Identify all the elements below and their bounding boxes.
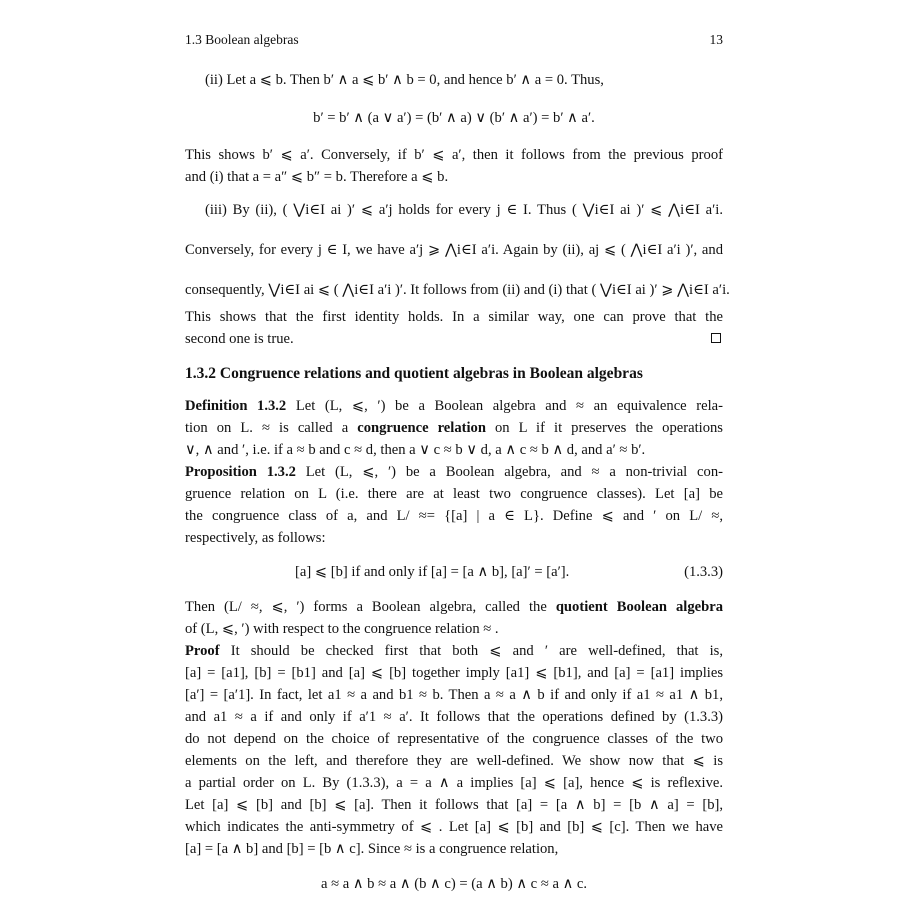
proposition-line: the congruence class of a, and L/ ≈= {[a] | a ∈ L}. Define ⩽ and ′ on L/ ≈, — [185, 508, 723, 524]
paragraph-line: of (L, ⩽, ′) with respect to the congruence relation ≈ . — [185, 621, 499, 637]
definition-label: Definition 1.3.2 — [185, 398, 287, 414]
proof-line: [a] = [a1], [b] = [b1] and [a] ⩽ [b] together imply [a1] ⩽ [b1], and [a] = [a1] implies — [185, 665, 723, 681]
page-number: 13 — [709, 32, 723, 47]
proof-line: [a] = [a ∧ b] and [b] = [b ∧ c]. Since ≈ is a congruence relation, — [185, 841, 559, 857]
definition-line: tion on L. ≈ is called a congruence relation on L if it preserves the operations — [185, 420, 723, 436]
proof-line: a partial order on L. By (1.3.3), a = a ∧ a implies [a] ⩽ [a], hence ⩽ is reflexive. — [185, 775, 723, 791]
proof-line: elements on the left, and therefore they are well-defined. We show now that ⩽ is — [185, 753, 723, 769]
display-equation: a ≈ a ∧ b ≈ a ∧ (b ∧ c) = (a ∧ b) ∧ c ≈ a ∧ c. — [320, 876, 588, 892]
paragraph-line: This shows b′ ⩽ a′. Conversely, if b′ ⩽ a′, then it follows from the previous proof — [185, 147, 723, 163]
definition-line: ∨, ∧ and ′, i.e. if a ≈ b and c ≈ d, then a ∨ c ≈ b ∨ d, a ∧ c ≈ b ∧ d, and a′ ≈ b′. — [185, 442, 646, 458]
section-heading: 1.3.2 Congruence relations and quotient algebras in Boolean algebras — [185, 365, 643, 382]
proof-part-ii-line: (ii) Let a ⩽ b. Then b′ ∧ a ⩽ b′ ∧ b = 0, and hence b′ ∧ a = 0. Thus, — [205, 72, 604, 88]
paragraph-line: Then (L/ ≈, ⩽, ′) forms a Boolean algebra, called the quotient Boolean algebra — [185, 599, 723, 615]
display-equation: b′ = b′ ∧ (a ∨ a′) = (b′ ∧ a) ∨ (b′ ∧ a′) = b′ ∧ a′. — [313, 110, 595, 126]
proof-label: Proof — [185, 643, 220, 659]
proof-line: do not depend on the choice of representative of the congruence classes of the two — [185, 731, 723, 747]
paragraph-line: and (i) that a = a″ ⩽ b″ = b. Therefore a ⩽ b. — [185, 169, 449, 185]
header-section-title: 1.3 Boolean algebras — [185, 32, 299, 47]
equation-number: (1.3.3) — [684, 564, 723, 580]
proposition-line: gruence relation on L (i.e. there are at least two congruence classes). Let [a] be — [185, 486, 723, 502]
proposition-line: Proposition 1.3.2 Let (L, ⩽, ′) be a Boolean algebra, and ≈ a non-trivial con- — [185, 464, 723, 480]
paragraph-line: This shows that the first identity holds. In a similar way, one can prove that the — [185, 309, 723, 325]
paragraph-line: Conversely, for every j ∈ I, we have a′j ⩾ ⋀i∈I a′i. Again by (ii), aj ⩽ ( ⋀i∈I a′i )′, and — [185, 242, 723, 258]
running-header — [185, 30, 723, 50]
term-quotient-boolean-algebra: quotient Boolean algebra — [555, 599, 723, 615]
proposition-line: respectively, as follows: — [185, 530, 326, 546]
qed-box-icon — [711, 333, 721, 343]
proof-line: Proof It should be checked first that both ⩽ and ′ are well-defined, that is, — [185, 643, 723, 659]
proof-line: which indicates the anti-symmetry of ⩽ . Let [a] ⩽ [b] and [b] ⩽ [c]. Then we have — [185, 819, 723, 835]
proof-line: and a1 ≈ a if and only if a′1 ≈ a′. It follows that the operations defined by (1.3.3) — [185, 709, 723, 725]
document-page: 1.3 Boolean algebras 13 (ii) Let a ⩽ b. Then b′ ∧ a ⩽ b′ ∧ b = 0, and hence b′ ∧ a = 0. Thus, b′ = b′ ∧ (a ∨ a′) = (b′ ∧ a) ∨ (b′ ∧ a′) = b′ ∧ a′. This shows b′ ⩽ a′. Conversely, if b′ ⩽ a′, then it follows from the previous proof and (i) that a = a″ ⩽ b″ = b. Therefore a ⩽ b. (iii) By (ii), ( ⋁i∈I ai )′ ⩽ a′j holds for every j ∈ I. Thus ( ⋁i∈I ai )′ ⩽ ⋀i∈I a′i. Conversely, for every j ∈ I, we have a′j ⩾ ⋀i∈I a′i. Again by (ii), aj ⩽ ( ⋀i∈I a′i )′, and consequently, ⋁i∈I ai ⩽ ( ⋀i∈I a′i )′. It follows from (ii) and (i) that ( ⋁i∈I ai )′ ⩾ ⋀i∈I a′i. This shows that the first identity holds. In a similar way, one can prove that the second one is true. 1.3.2 Congruence relations and quotient algebras in Boolean algebras Definition 1.3.2 Let (L, ⩽, ′) be a Boolean algebra and ≈ an equivalence rela- tion on L. ≈ is called a congruence relation on L if it preserves the operations ∨, ∧ and ′, i.e. if a ≈ b and c ≈ d, then a ∨ c ≈ b ∨ d, a ∧ c ≈ b ∧ d, and a′ ≈ b′. Proposition 1.3.2 Let (L, ⩽, ′) be a Boolean algebra, and ≈ a non-trivial con- gruence relation on L (i.e. there are at least two congruence classes). Let [a] be the congruence class of a, and L/ ≈= {[a] | a ∈ L}. Define ⩽ and ′ on L/ ≈, respectively, as follows: [a] ⩽ [b] if and only if [a] = [a ∧ b], [a]′ = [a′]. (1.3.3) Then (L/ ≈, ⩽, ′) forms a Boolean algebra, called the quotient Boolean algebra of (L, ⩽, ′) with respect to the congruence relation ≈ . Proof It should be checked first that both ⩽ and ′ are well-defined, that is, [a] = [a1], [b] = [b1] and [a] ⩽ [b] together imply [a1] ⩽ [b1], and [a] = [a1] implies [a′] = [a′1]. In fact, let a1 ≈ a and b1 ≈ b. Then a ≈ a ∧ b if and only if a1 ≈ a1 ∧ b1, and a1 ≈ a if and only if a′1 ≈ a′. It follows that the operations defined by (1.3.3) do not depend on the choice of representative of the congruence classes of the two elements on the left, and therefore they are well-defined. We show now that ⩽ is a partial order on L. By (1.3.3), a = a ∧ a implies [a] ⩽ [a], hence ⩽ is reflexive. Let [a] ⩽ [b] and [b] ⩽ [a]. Then it follows that [a] = [a ∧ b] = [b ∧ a] = [b], which indicates the anti-symmetry of ⩽ . Let [a] ⩽ [b] and [b] ⩽ [c]. Then we have [a] = [a ∧ b] and [b] = [b ∧ c]. Since ≈ is a congruence relation, a ≈ a ∧ b ≈ a ∧ (b ∧ c) = (a ∧ b) ∧ c ≈ a ∧ c. — [185, 32, 730, 892]
term-congruence-relation: congruence relation — [357, 420, 486, 436]
paragraph-line: consequently, ⋁i∈I ai ⩽ ( ⋀i∈I a′i )′. It follows from (ii) and (i) that ( ⋁i∈I ai )′ ⩾ ⋀i∈I a′i. — [185, 282, 730, 298]
proof-line: [a′] = [a′1]. In fact, let a1 ≈ a and b1 ≈ b. Then a ≈ a ∧ b if and only if a1 ≈ a1 ∧ b1, — [185, 687, 723, 703]
proof-line: Let [a] ⩽ [b] and [b] ⩽ [a]. Then it follows that [a] = [a ∧ b] = [b ∧ a] = [b], — [185, 797, 723, 813]
definition-line: Definition 1.3.2 Let (L, ⩽, ′) be a Boolean algebra and ≈ an equivalence rela- — [185, 398, 723, 414]
proposition-label: Proposition 1.3.2 — [185, 464, 296, 480]
proof-part-iii-line: (iii) By (ii), ( ⋁i∈I ai )′ ⩽ a′j holds for every j ∈ I. Thus ( ⋁i∈I ai )′ ⩽ ⋀i∈I a′i. — [205, 202, 723, 218]
paragraph-line: second one is true. — [185, 329, 723, 349]
